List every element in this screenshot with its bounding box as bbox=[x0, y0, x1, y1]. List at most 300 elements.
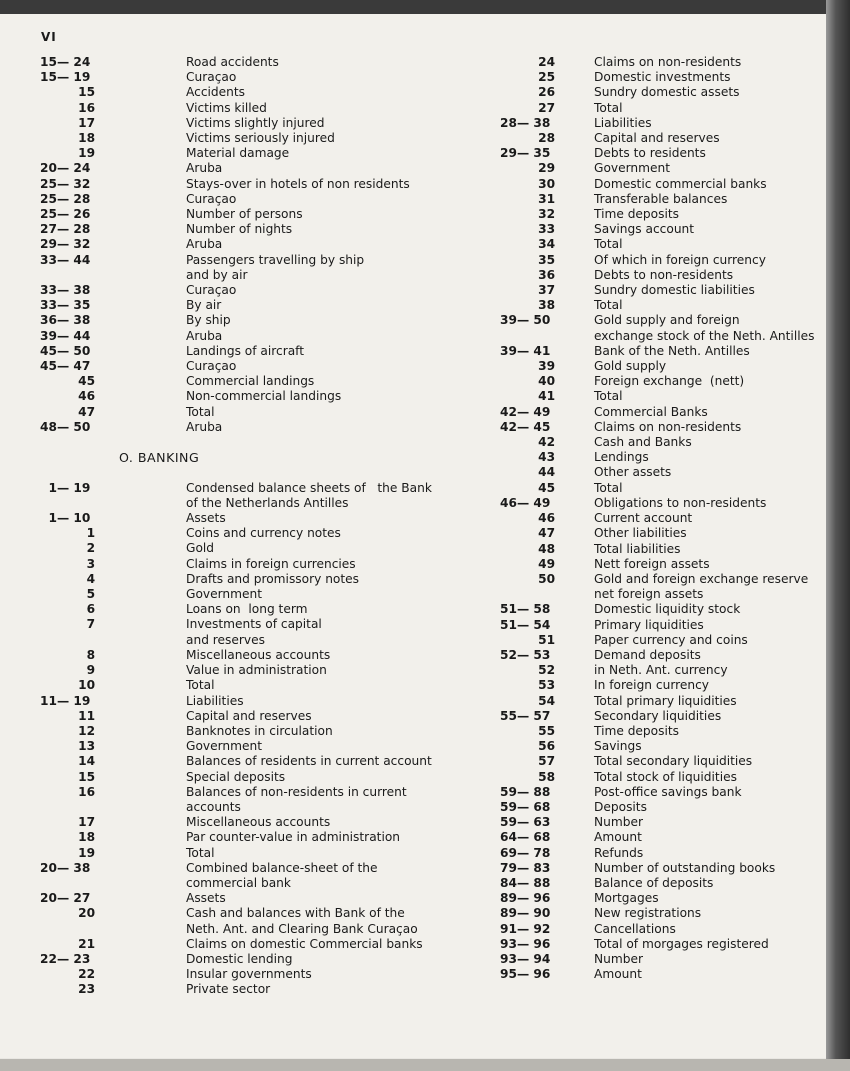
entry-row-range: 51— 58 bbox=[500, 602, 551, 617]
section-heading bbox=[40, 450, 460, 465]
entry-row-range: 55 bbox=[500, 723, 556, 738]
index-entry bbox=[500, 389, 830, 404]
entry-row-range: 39— 44 bbox=[40, 328, 91, 343]
entry-description: Total bbox=[186, 404, 215, 419]
entry-description: Commercial Banks bbox=[594, 404, 708, 419]
index-entry bbox=[500, 678, 830, 693]
entry-description: In foreign currency bbox=[594, 678, 710, 693]
index-entry bbox=[40, 785, 460, 800]
entry-row-range: 52 bbox=[500, 663, 556, 678]
index-entry bbox=[500, 694, 830, 709]
entry-description: Total secondary liquidities bbox=[594, 754, 753, 769]
entry-description: Total liabilities bbox=[594, 541, 681, 556]
index-entry bbox=[40, 815, 460, 830]
entry-row-range: 27— 28 bbox=[40, 222, 91, 237]
entry-row-range: 48— 50 bbox=[40, 419, 91, 434]
entry-description: accounts bbox=[186, 799, 241, 814]
index-entry bbox=[500, 906, 830, 921]
entry-row-range: 84— 88 bbox=[500, 875, 551, 890]
entry-description: Total bbox=[594, 480, 623, 495]
index-entry bbox=[40, 237, 460, 252]
index-entry bbox=[40, 511, 460, 526]
index-entry bbox=[40, 268, 460, 283]
index-entry bbox=[40, 891, 460, 906]
entry-row-range: 93— 96 bbox=[500, 936, 551, 951]
entry-row-range: 11— 19 bbox=[40, 693, 91, 708]
entry-row-range: 28— 38 bbox=[500, 115, 551, 130]
index-entry bbox=[40, 937, 460, 952]
entry-row-range: 47 bbox=[40, 404, 96, 419]
entry-row-range: 16 bbox=[40, 100, 96, 115]
entry-row-range: 45 bbox=[40, 374, 96, 389]
index-entry bbox=[40, 648, 460, 663]
entry-description: of the Netherlands Antilles bbox=[186, 495, 349, 510]
index-entry bbox=[500, 830, 830, 845]
entry-row-range: 34 bbox=[500, 237, 556, 252]
entry-row-range: 25— 28 bbox=[40, 191, 91, 206]
entry-row-range: 28 bbox=[500, 131, 556, 146]
index-entry bbox=[40, 313, 460, 328]
entry-description: Deposits bbox=[594, 799, 647, 814]
index-entry bbox=[40, 253, 460, 268]
entry-description: net foreign assets bbox=[594, 587, 704, 602]
index-entry bbox=[40, 800, 460, 815]
index-entry bbox=[500, 542, 830, 557]
entry-row-range: 37 bbox=[500, 283, 556, 298]
entry-description: Special deposits bbox=[186, 769, 286, 784]
entry-row-range: 16 bbox=[40, 784, 96, 799]
entry-row-range: 9 bbox=[40, 663, 96, 678]
entry-description: By ship bbox=[186, 313, 231, 328]
index-entry bbox=[500, 511, 830, 526]
entry-description: Claims in foreign currencies bbox=[186, 556, 356, 571]
entry-row-range: 47 bbox=[500, 526, 556, 541]
index-entry bbox=[40, 70, 460, 85]
index-entry bbox=[500, 344, 830, 359]
entry-description: Passengers travelling by ship bbox=[186, 252, 365, 267]
entry-description: Government bbox=[186, 587, 263, 602]
entry-description: Balance of deposits bbox=[594, 875, 714, 890]
entry-description: Refunds bbox=[594, 845, 644, 860]
entry-row-range: 39 bbox=[500, 359, 556, 374]
index-entry bbox=[500, 967, 830, 982]
entry-row-range: 45 bbox=[500, 480, 556, 495]
entry-description: Lendings bbox=[594, 450, 649, 465]
entry-description: Miscellaneous accounts bbox=[186, 815, 331, 830]
entry-row-range: 29— 35 bbox=[500, 146, 551, 161]
entry-description: Claims on non-residents bbox=[594, 419, 742, 434]
entry-description: Total stock of liquidities bbox=[594, 769, 737, 784]
entry-row-range: 24 bbox=[500, 55, 556, 69]
entry-description: Total bbox=[186, 845, 215, 860]
entry-description: Curaçao bbox=[186, 70, 237, 85]
index-entry bbox=[40, 526, 460, 541]
entry-row-range: 43 bbox=[500, 450, 556, 465]
index-entry bbox=[40, 861, 460, 876]
index-entry bbox=[40, 602, 460, 617]
entry-description: Mortgages bbox=[594, 891, 659, 906]
entry-description: Victims slightly injured bbox=[186, 115, 325, 130]
entry-row-range: 48 bbox=[500, 541, 556, 556]
entry-description: Banknotes in circulation bbox=[186, 723, 333, 738]
entry-row-range: 64— 68 bbox=[500, 830, 551, 845]
index-entry bbox=[500, 222, 830, 237]
section-heading-text: O. BANKING bbox=[119, 450, 200, 466]
entry-row-range: 4 bbox=[40, 571, 96, 586]
entry-description: Savings account bbox=[594, 222, 695, 237]
index-entry bbox=[500, 587, 830, 602]
entry-row-range: 39— 50 bbox=[500, 313, 551, 328]
entry-row-range: 19 bbox=[40, 845, 96, 860]
entry-description: Sundry domestic assets bbox=[594, 85, 740, 100]
entry-description: Aruba bbox=[186, 328, 223, 343]
index-entry bbox=[500, 815, 830, 830]
entry-description: Curaçao bbox=[186, 191, 237, 206]
index-entry bbox=[40, 967, 460, 982]
entry-row-range: 54 bbox=[500, 693, 556, 708]
index-entry bbox=[500, 192, 830, 207]
entry-row-range: 33— 44 bbox=[40, 252, 91, 267]
entry-description: New registrations bbox=[594, 906, 702, 921]
index-entry bbox=[500, 754, 830, 769]
entry-description: Gold supply bbox=[594, 359, 667, 374]
index-entry bbox=[500, 785, 830, 800]
entry-description: Capital and reserves bbox=[186, 708, 312, 723]
entry-description: Debts to residents bbox=[594, 146, 706, 161]
index-entry bbox=[500, 922, 830, 937]
entry-row-range: 57 bbox=[500, 754, 556, 769]
entry-description: Gold and foreign exchange reserve bbox=[594, 571, 809, 586]
index-entry bbox=[500, 952, 830, 967]
index-entry bbox=[500, 374, 830, 389]
entry-description: Bank of the Neth. Antilles bbox=[594, 343, 750, 358]
entry-description: Non-commercial landings bbox=[186, 389, 342, 404]
entry-row-range: 3 bbox=[40, 556, 96, 571]
entry-description: Total of morgages registered bbox=[594, 936, 769, 951]
entry-description: Primary liquidities bbox=[594, 617, 704, 632]
index-entry bbox=[40, 846, 460, 861]
index-entry bbox=[500, 770, 830, 785]
entry-description: Balances of residents in current account bbox=[186, 754, 432, 769]
index-entry bbox=[500, 481, 830, 496]
entry-row-range: 17 bbox=[40, 815, 96, 830]
entry-description: Demand deposits bbox=[594, 647, 701, 662]
scan-top-edge bbox=[0, 0, 850, 14]
index-entry bbox=[500, 724, 830, 739]
index-entry bbox=[40, 177, 460, 192]
entry-description: exchange stock of the Neth. Antilles bbox=[594, 328, 815, 343]
entry-description: Cash and Banks bbox=[594, 435, 692, 450]
index-entry bbox=[500, 846, 830, 861]
index-entry bbox=[40, 709, 460, 724]
index-entry bbox=[500, 633, 830, 648]
entry-row-range: 25 bbox=[500, 70, 556, 85]
index-entry bbox=[500, 101, 830, 116]
entry-row-range: 30 bbox=[500, 176, 556, 191]
entry-row-range: 89— 90 bbox=[500, 906, 551, 921]
entry-description: and by air bbox=[186, 267, 248, 282]
entry-row-range: 7 bbox=[40, 617, 96, 632]
entry-row-range: 20— 38 bbox=[40, 860, 91, 875]
entry-description: Foreign exchange (nett) bbox=[594, 374, 745, 389]
entry-description: Aruba bbox=[186, 419, 223, 434]
index-entry bbox=[500, 268, 830, 283]
entry-row-range: 21 bbox=[40, 936, 96, 951]
entry-row-range: 89— 96 bbox=[500, 891, 551, 906]
entry-row-range: 42 bbox=[500, 435, 556, 450]
index-entry bbox=[500, 146, 830, 161]
entry-description: Time deposits bbox=[594, 723, 679, 738]
entry-row-range: 41 bbox=[500, 389, 556, 404]
entry-row-range: 5 bbox=[40, 587, 96, 602]
index-entry bbox=[500, 739, 830, 754]
entry-description: Nett foreign assets bbox=[594, 556, 710, 571]
index-column-right bbox=[500, 55, 830, 982]
entry-row-range: 33— 35 bbox=[40, 298, 91, 313]
entry-row-range: 20 bbox=[40, 906, 96, 921]
entry-description: Par counter-value in administration bbox=[186, 830, 401, 845]
index-entry bbox=[40, 329, 460, 344]
entry-description: Gold supply and foreign bbox=[594, 313, 740, 328]
entry-description: Time deposits bbox=[594, 207, 679, 222]
entry-description: Total primary liquidities bbox=[594, 693, 737, 708]
index-entry bbox=[40, 541, 460, 556]
index-entry bbox=[500, 70, 830, 85]
entry-description: Curaçao bbox=[186, 359, 237, 374]
index-entry bbox=[500, 420, 830, 435]
index-entry bbox=[500, 55, 830, 70]
index-entry bbox=[40, 982, 460, 997]
index-entry bbox=[40, 587, 460, 602]
entry-description: Amount bbox=[594, 830, 642, 845]
entry-row-range: 69— 78 bbox=[500, 845, 551, 860]
entry-description: Capital and reserves bbox=[594, 131, 720, 146]
entry-description: Total bbox=[594, 298, 623, 313]
entry-description: Number of nights bbox=[186, 222, 293, 237]
index-entry bbox=[500, 161, 830, 176]
index-entry bbox=[40, 770, 460, 785]
index-entry bbox=[40, 207, 460, 222]
index-entry bbox=[500, 237, 830, 252]
entry-description: Assets bbox=[186, 511, 226, 526]
entry-row-range: 46— 49 bbox=[500, 495, 551, 510]
index-entry bbox=[500, 298, 830, 313]
entry-description: Claims on domestic Commercial banks bbox=[186, 936, 423, 951]
entry-row-range: 36— 38 bbox=[40, 313, 91, 328]
entry-row-range: 55— 57 bbox=[500, 708, 551, 723]
index-entry bbox=[500, 131, 830, 146]
entry-description: Total bbox=[594, 237, 623, 252]
entry-description: Total bbox=[594, 389, 623, 404]
index-entry bbox=[40, 496, 460, 511]
entry-row-range: 15 bbox=[40, 85, 96, 100]
entry-row-range: 15— 24 bbox=[40, 55, 91, 69]
entry-row-range: 2 bbox=[40, 541, 96, 556]
entry-description: Road accidents bbox=[186, 55, 279, 69]
index-entry bbox=[500, 435, 830, 450]
index-entry bbox=[40, 724, 460, 739]
entry-row-range: 53 bbox=[500, 678, 556, 693]
entry-description: Current account bbox=[594, 511, 693, 526]
index-entry bbox=[40, 830, 460, 845]
entry-description: Liabilities bbox=[186, 693, 244, 708]
entry-description: Condensed balance sheets of the Bank bbox=[186, 480, 432, 495]
index-entry bbox=[500, 329, 830, 344]
entry-description: Commercial landings bbox=[186, 374, 315, 389]
entry-row-range: 36 bbox=[500, 267, 556, 282]
index-entry bbox=[40, 572, 460, 587]
entry-row-range: 51 bbox=[500, 632, 556, 647]
entry-row-range: 45— 47 bbox=[40, 359, 91, 374]
entry-description: Neth. Ant. and Clearing Bank Curaçao bbox=[186, 921, 418, 936]
entry-description: Number of outstanding books bbox=[594, 860, 776, 875]
index-entry bbox=[40, 298, 460, 313]
entry-description: Other liabilities bbox=[594, 526, 687, 541]
entry-row-range: 50 bbox=[500, 571, 556, 586]
index-entry bbox=[500, 557, 830, 572]
entry-row-range: 6 bbox=[40, 602, 96, 617]
entry-row-range: 1 bbox=[40, 526, 96, 541]
entry-description: Domestic liquidity stock bbox=[594, 602, 741, 617]
entry-row-range: 38 bbox=[500, 298, 556, 313]
entry-description: commercial bank bbox=[186, 875, 291, 890]
entry-row-range: 33 bbox=[500, 222, 556, 237]
entry-row-range: 25— 26 bbox=[40, 207, 91, 222]
entry-description: Assets bbox=[186, 891, 226, 906]
entry-row-range: 11 bbox=[40, 708, 96, 723]
entry-row-range: 52— 53 bbox=[500, 647, 551, 662]
entry-description: Post-office savings bank bbox=[594, 784, 742, 799]
entry-row-range: 8 bbox=[40, 647, 96, 662]
entry-description: Aruba bbox=[186, 161, 223, 176]
entry-description: Stays-over in hotels of non residents bbox=[186, 176, 410, 191]
entry-row-range: 56 bbox=[500, 739, 556, 754]
entry-description: Material damage bbox=[186, 146, 290, 161]
entry-description: Government bbox=[186, 739, 263, 754]
entry-description: Insular governments bbox=[186, 967, 312, 982]
entry-row-range: 14 bbox=[40, 754, 96, 769]
entry-description: Domestic commercial banks bbox=[594, 176, 767, 191]
entry-description: Investments of capital bbox=[186, 617, 322, 632]
index-entry bbox=[40, 222, 460, 237]
index-entry bbox=[40, 116, 460, 131]
index-entry bbox=[40, 754, 460, 769]
index-entry bbox=[40, 85, 460, 100]
entry-description: and reserves bbox=[186, 632, 265, 647]
index-entry bbox=[40, 876, 460, 891]
entry-description: Total bbox=[594, 100, 623, 115]
index-entry bbox=[500, 116, 830, 131]
entry-row-range: 20— 24 bbox=[40, 161, 91, 176]
entry-row-range: 35 bbox=[500, 252, 556, 267]
index-entry bbox=[40, 663, 460, 678]
entry-description: By air bbox=[186, 298, 222, 313]
entry-description: Liabilities bbox=[594, 115, 652, 130]
entry-description: Loans on long term bbox=[186, 602, 308, 617]
index-entry bbox=[500, 602, 830, 617]
index-entry bbox=[40, 374, 460, 389]
entry-description: Victims seriously injured bbox=[186, 131, 335, 146]
index-entry bbox=[40, 344, 460, 359]
index-entry bbox=[500, 861, 830, 876]
entry-row-range: 46 bbox=[500, 511, 556, 526]
entry-description: Number bbox=[594, 815, 643, 830]
index-entry bbox=[500, 496, 830, 511]
entry-row-range: 27 bbox=[500, 100, 556, 115]
entry-row-range: 23 bbox=[40, 982, 96, 997]
index-entry bbox=[500, 85, 830, 100]
blank-line bbox=[40, 435, 460, 450]
index-entry bbox=[40, 192, 460, 207]
index-entry bbox=[500, 526, 830, 541]
index-entry bbox=[500, 313, 830, 328]
entry-description: Victims killed bbox=[186, 100, 267, 115]
entry-description: Drafts and promissory notes bbox=[186, 571, 359, 586]
index-entry bbox=[40, 557, 460, 572]
index-entry bbox=[40, 906, 460, 921]
entry-row-range: 25— 32 bbox=[40, 176, 91, 191]
index-entry bbox=[500, 876, 830, 891]
blank-line bbox=[40, 465, 460, 480]
entry-row-range: 40 bbox=[500, 374, 556, 389]
entry-description: Miscellaneous accounts bbox=[186, 647, 331, 662]
entry-row-range: 19 bbox=[40, 146, 96, 161]
entry-description: Balances of non-residents in current bbox=[186, 784, 407, 799]
entry-row-range: 32 bbox=[500, 207, 556, 222]
entry-description: Number of persons bbox=[186, 207, 303, 222]
entry-description: Claims on non-residents bbox=[594, 55, 742, 69]
index-entry bbox=[500, 253, 830, 268]
page-number: VI bbox=[41, 30, 57, 44]
index-entry bbox=[500, 283, 830, 298]
index-entry bbox=[40, 952, 460, 967]
entry-row-range: 33— 38 bbox=[40, 283, 91, 298]
index-entry bbox=[500, 648, 830, 663]
entry-row-range: 31 bbox=[500, 191, 556, 206]
entry-row-range: 18 bbox=[40, 830, 96, 845]
entry-row-range: 22— 23 bbox=[40, 951, 91, 966]
entry-row-range: 15— 19 bbox=[40, 70, 91, 85]
index-entry bbox=[40, 617, 460, 632]
index-entry bbox=[500, 405, 830, 420]
entry-row-range: 79— 83 bbox=[500, 860, 551, 875]
entry-row-range: 46 bbox=[40, 389, 96, 404]
entry-row-range: 51— 54 bbox=[500, 617, 551, 632]
entry-description: Savings bbox=[594, 739, 642, 754]
entry-row-range: 10 bbox=[40, 678, 96, 693]
index-entry bbox=[500, 663, 830, 678]
entry-description: Domestic investments bbox=[594, 70, 731, 85]
entry-description: Cancellations bbox=[594, 921, 676, 936]
entry-description: Landings of aircraft bbox=[186, 343, 305, 358]
entry-row-range: 26 bbox=[500, 85, 556, 100]
scan-bottom-edge bbox=[0, 1059, 850, 1071]
index-entry bbox=[500, 891, 830, 906]
entry-description: Gold bbox=[186, 541, 215, 556]
index-entry bbox=[40, 420, 460, 435]
entry-row-range: 91— 92 bbox=[500, 921, 551, 936]
index-entry bbox=[40, 161, 460, 176]
entry-description: Secondary liquidities bbox=[594, 708, 722, 723]
entry-row-range: 12 bbox=[40, 723, 96, 738]
index-entry bbox=[500, 618, 830, 633]
entry-description: Of which in foreign currency bbox=[594, 252, 766, 267]
entry-description: Domestic lending bbox=[186, 951, 293, 966]
entry-description: Private sector bbox=[186, 982, 271, 997]
entry-row-range: 1— 10 bbox=[40, 511, 91, 526]
index-entry bbox=[500, 465, 830, 480]
index-entry bbox=[40, 146, 460, 161]
